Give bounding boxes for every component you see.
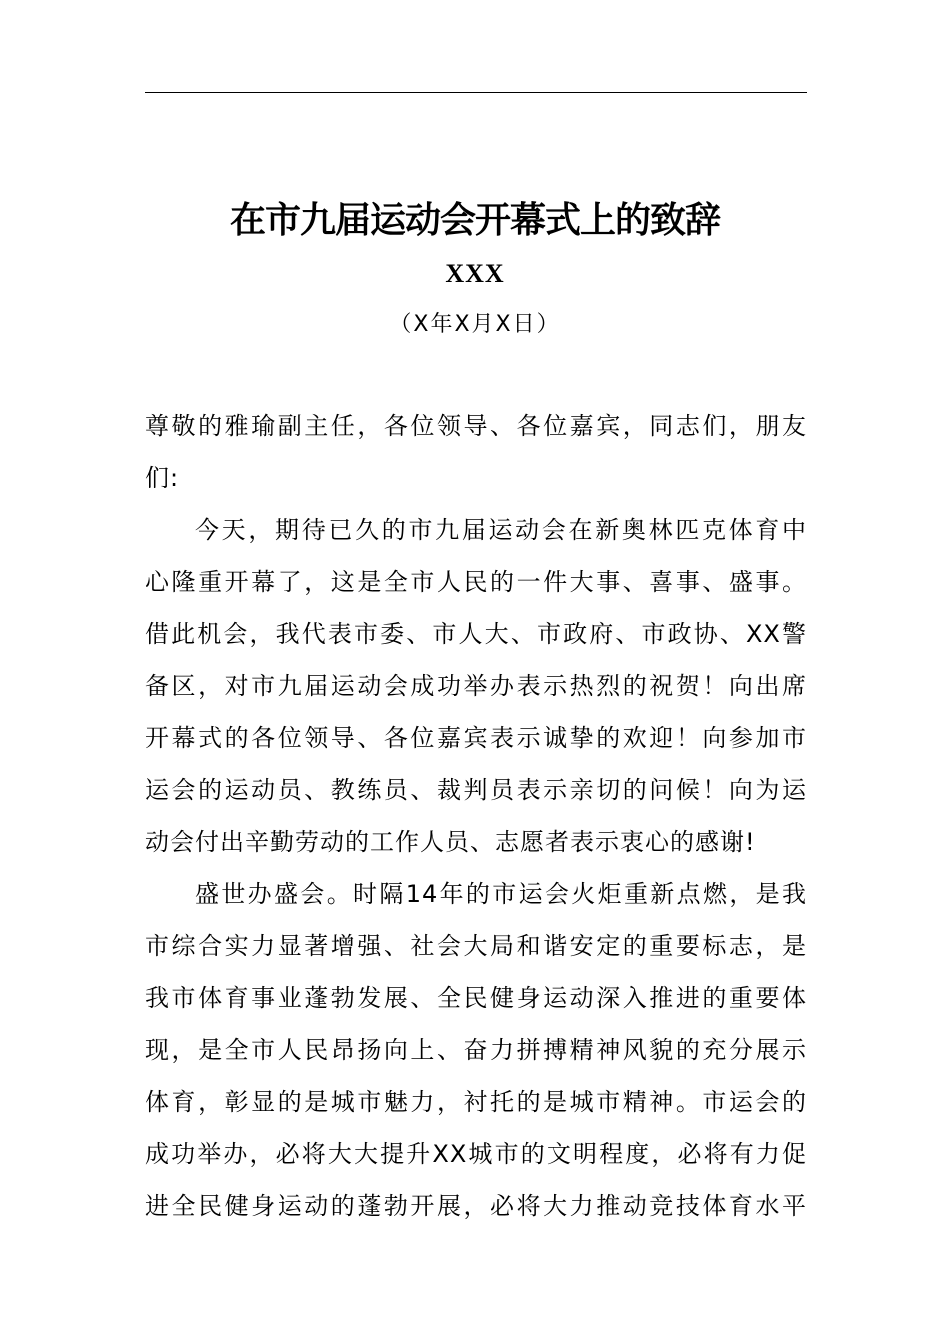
- body-line: 我市体育事业蓬勃发展、全民健身运动深入推进的重要体: [145, 984, 807, 1012]
- body-line: 盛世办盛会。时隔14年的市运会火炬重新点燃，是我: [195, 880, 807, 908]
- body-line: 体育，彰显的是城市魅力，衬托的是城市精神。市运会的: [145, 1088, 807, 1116]
- body-line: 现，是全市人民昂扬向上、奋力拼搏精神风貌的充分展示: [145, 1036, 807, 1064]
- body-line: 动会付出辛勤劳动的工作人员、志愿者表示衷心的感谢!: [145, 828, 756, 856]
- document-title: 在市九届运动会开幕式上的致辞: [229, 199, 720, 241]
- body-line: 进全民健身运动的蓬勃开展，必将大力推动竞技体育水平: [145, 1192, 807, 1220]
- body-line: 尊敬的雅瑜副主任，各位领导、各位嘉宾，同志们，朋友: [145, 412, 807, 440]
- body-line: 开幕式的各位领导、各位嘉宾表示诚挚的欢迎！向参加市: [145, 724, 807, 752]
- body-line: 备区，对市九届运动会成功举办表示热烈的祝贺！向出席: [145, 672, 807, 700]
- body-line: 市综合实力显著增强、社会大局和谐安定的重要标志，是: [145, 932, 807, 960]
- document-body: [145, 400, 807, 1232]
- body-line: 们:: [145, 464, 180, 492]
- document-date: （X年X月X日）: [389, 312, 561, 337]
- body-line: 成功举办，必将大大提升XX城市的文明程度，必将有力促: [145, 1140, 807, 1168]
- body-line: 今天，期待已久的市九届运动会在新奥林匹克体育中: [195, 516, 807, 544]
- document-author: XXX: [445, 259, 505, 288]
- header-rule: [145, 92, 807, 93]
- body-line: 心隆重开幕了，这是全市人民的一件大事、喜事、盛事。: [145, 568, 807, 596]
- body-line: 借此机会，我代表市委、市人大、市政府、市政协、XX警: [145, 620, 807, 648]
- body-line: 运会的运动员、教练员、裁判员表示亲切的问候！向为运: [145, 776, 807, 804]
